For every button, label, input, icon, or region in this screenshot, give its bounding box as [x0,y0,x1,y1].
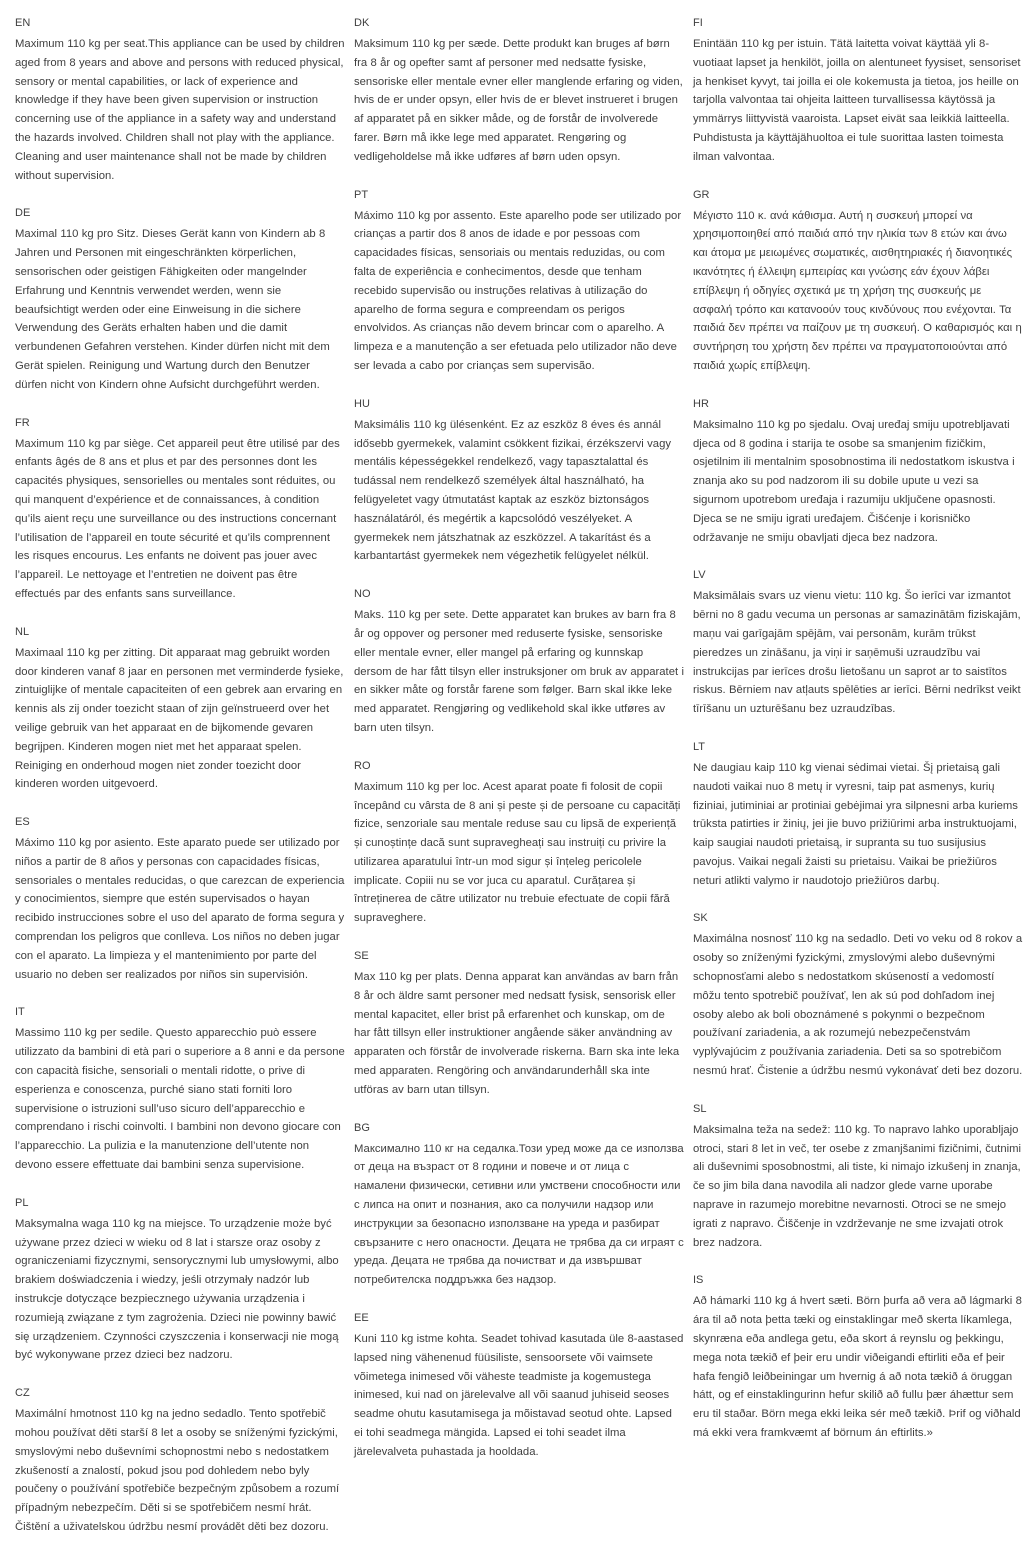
lang-section-gr [693,186,1023,376]
lang-text-dk: Maksimum 110 kg per sæde. Dette produkt kan bruges af børn fra 8 år og opefter samt af personer med nedsatte fysiske, sensoriske eller mentale evner eller manglende erfaring og viden, hvis de er under opsyn, eller hvis de er blevet instrueret i brugen af apparatet på en sikker måde, og de forstår de involverede farer. Børn må ikke lege med apparatet. Rengøring og vedligeholdelse må ikke udføres af børn uden opsyn. [354,38,683,163]
column-3 [693,14,1023,1556]
lang-text-lv: Maksimālais svars uz vienu vietu: 110 kg. Šo ierīci var izmantot bērni no 8 gadu vecuma un personas ar samazinātām fiziskajām, maņu vai garīgajām spējām, vai personām, kurām trūkst pieredzes un zināšanu, ja viņi ir saņēmuši uzraudzību vai instrukcijas par ierīces drošu lietošanu un saprot ar to saistītos riskus. Bērniem nav atļauts spēlēties ar ierīci. Bērni nedrīkst veikt tīrīšanu un uzturēšanu bez uzraudzības. [693,590,1021,716]
lang-section-ee [354,1309,684,1462]
lang-code-cz: CZ [15,1387,30,1400]
lang-section-bg [354,1119,684,1290]
lang-section-is [693,1271,1023,1442]
lang-text-de: Maximal 110 kg pro Sitz. Dieses Gerät kann von Kindern ab 8 Jahren und Personen mit eingeschränkten körperlichen, sensorischen oder geistigen Fähigkeiten oder mangelnder Erfahrung und Kenntnis verwendet werden, wenn sie beaufsichtigt werden oder eine Einweisung in die sichere Verwendung des Geräts erhalten haben und die damit verbundenen Gefahren verstehen. Kinder dürfen nicht mit dem Gerät spielen. Reinigung und Wartung durch den Benutzer dürfen nicht von Kindern ohne Aufsicht durchgeführt werden. [15,228,330,391]
lang-code-fr: FR [15,416,30,429]
lang-text-fr: Maximum 110 kg par siège. Cet appareil peut être utilisé par des enfants âgés de 8 ans et plus et par des personnes dont les capacités physiques, sensorielles ou mentales sont réduites, ou qui manquent d’expérience et de connaissances, à condition qu’ils aient reçu une surveillance ou des instructions concernant l’utilisation de l’appareil en toute sécurité et qu’ils comprennent les risques encourus. Les enfants ne doivent pas jouer avec l’appareil. Le nettoyage et l’entretien ne doivent pas être effectués par des enfants sans surveillance. [15,437,340,600]
lang-code-sl: SL [693,1102,707,1115]
lang-text-it: Massimo 110 kg per sedile. Questo apparecchio può essere utilizzato da bambini di età pari o superiore a 8 anni e da persone con capacità fisiche, sensoriali o mentali ridotte, o prive di esperienza e conoscenza, purché siano stati forniti loro supervisione o istruzioni sull’uso sicuro dell’apparecchio e comprendano i rischi coinvolti. I bambini non devono giocare con l’apparecchio. La pulizia e la manutenzione dell’utente non devono essere effettuate dai bambini senza supervisione. [15,1027,345,1172]
lang-code-dk: DK [354,17,370,29]
lang-code-es: ES [15,816,30,829]
lang-code-gr: GR [693,188,710,201]
lang-section-sk [693,909,1023,1080]
lang-section-hu [354,395,684,566]
lang-section-pt [354,186,684,376]
lang-text-cz: Maximální hmotnost 110 kg na jedno sedadlo. Tento spotřebič mohou používat děti starší 8 let a osoby se sníženými fyzickými, smyslovými nebo duševními schopnostmi nebo s nedostatkem zkušeností a znalostí, pokud jsou pod dohledem nebo byly poučeny o používání spotřebiče bezpečným způsobem a rozumí případným nebezpečím. Děti si se spotřebičem nesmí hrát. Čištění a uživatelskou údržbu nesmí provádět děti bez dozoru. [15,1408,340,1533]
lang-text-gr: Μέγιστο 110 κ. ανά κάθισμα. Αυτή η συσκευή μπορεί να χρησιμοποιηθεί από παιδιά από την ηλικία των 8 ετών και άνω και άτομα με μειωμένες σωματικές, αισθητηριακές ή διανοητικές ικανότητες ή έλλειψη εμπειρίας και γνώσης εάν έχουν λάβει επίβλεψη ή οδηγίες σχετικά με τη χρήση της συσκευής με ασφαλή τρόπο και κατανοούν τους κινδύνους που ενέχονται. Τα παιδιά δεν πρέπει να παίζουν με τη συσκευή. Ο καθαρισμός και η συντήρηση του χρήστη δεν πρέπει να πραγματοποιούνται από παιδιά χωρίς επίβλεψη. [693,209,1022,372]
lang-section-de [15,204,345,394]
lang-section-it [15,1003,345,1174]
lang-section-cz [15,1384,345,1537]
lang-text-sk: Maximálna nosnosť 110 kg na sedadlo. Deti vo veku od 8 rokov a osoby so zníženými fyzickými, zmyslovými alebo duševnými schopnosťami alebo s nedostatkom skúseností a vedomostí môžu tento spotrebič používať, len ak sú pod dohľadom inej osoby alebo ak boli oboznámené s pokynmi o bezpečnom používaní zariadenia, a ak rozumejú nebezpečenstvám vyplývajúcim z používania zariadenia. Deti sa so spotrebičom nesmú hrať. Čistenie a údržbu nesmú vykonávať deti bez dozoru. [693,933,1023,1078]
lang-section-sl [693,1100,1023,1253]
lang-code-pt: PT [354,188,369,201]
lang-code-it: IT [15,1006,25,1019]
lang-code-is: IS [693,1274,704,1287]
lang-text-pl: Maksymalna waga 110 kg na miejsce. To urządzenie może być używane przez dzieci w wieku od 8 lat i starsze oraz osoby z ograniczeniami fizycznymi, sensorycznymi lub umysłowymi, albo brakiem doświadczenia i wiedzy, jeśli otrzymały nadzór lub instrukcje dotyczące bezpiecznego używania urządzenia i rozumieją związane z tym zagrożenia. Dzieci nie powinny bawić się urządzeniem. Czynności czyszczenia i konserwacji nie mogą być wykonywane przez dzieci bez nadzoru. [15,1217,339,1362]
lang-section-nl [15,623,345,794]
lang-code-sk: SK [693,912,708,925]
lang-text-fi: Enintään 110 kg per istuin. Tätä laitetta voivat käyttää yli 8-vuotiaat lapset ja henkilöt, joilla on alentuneet fyysiset, sensoriset ja henkiset kyvyt, tai joilla ei ole kokemusta ja tietoa, jos heille on tarjolla valvontaa tai ohjeita laitteen turvallisessa käytössä ja ymmärrys liittyvistä vaaroista. Lapset eivät saa leikkiä laitteella. Puhdistusta ja käyttäjähuoltoa ei tule suorittaa lasten toimesta ilman valvontaa. [693,38,1021,163]
lang-code-hr: HR [693,397,709,410]
lang-text-hr: Maksimalno 110 kg po sjedalu. Ovaj uređaj smiju upotrebljavati djeca od 8 godina i starija te osobe sa smanjenim fizičkim, osjetilnim ili mentalnim sposobnostima ili nedostatkom iskustva i znanja ako su pod nadzorom ili su dobile upute u vezi sa sigurnom upotrebom uređaja i razumiju uključene opasnosti. Djeca se ne smiju igrati uređajem. Čišćenje i korisničko održavanje ne smiju obavljati djeca bez nadzora. [693,418,1015,544]
lang-text-is: Að hámarki 110 kg á hvert sæti. Börn þurfa að vera að lágmarki 8 ára til að nota þetta tæki og einstaklingar með skerta líkamlega, skynræna eða andlega getu, eða skort á reynslu og þekkingu, mega nota tækið ef þeir eru undir viðeigandi eftirliti eða ef þeir hafa fengið leiðbeiningar um hvernig á að nota tækið á öruggan hátt, og ef einstaklingurinn hefur skilið að fullu þær áhættur sem eru til staðar. Börn mega ekki leika sér með tækið. Þrif og viðhald má ekki vera framkvæmt af börnum án eftirlits.» [693,1295,1022,1440]
lang-code-pl: PL [15,1196,29,1209]
lang-text-sl: Maksimalna teža na sedež: 110 kg. To napravo lahko uporabljajo otroci, stari 8 let in več, ter osebe z zmanjšanimi fizičnimi, čutnimi ali duševnimi sposobnostmi, ali tiste, ki nimajo izkušenj in znanja, če so jim bila dana navodila ali nadzor glede varne uporabe naprave in razumejo morebitne nevarnosti. Otroci se ne smejo igrati z napravo. Čiščenje in vzdrževanje ne sme izvajati otrok brez nadzora. [693,1123,1022,1249]
lang-code-no: NO [354,588,371,601]
lang-section-ro [354,757,684,928]
column-2 [354,14,684,1556]
lang-code-nl: NL [15,625,30,638]
lang-section-se [354,947,684,1100]
lang-section-hr [693,395,1023,548]
lang-section-lv [693,566,1023,719]
lang-code-ee: EE [354,1312,369,1325]
lang-code-en: EN [15,17,31,29]
lang-text-es: Máximo 110 kg por asiento. Este aparato puede ser utilizado por niños a partir de 8 años y personas con capacidades físicas, sensoriales o mentales reducidas, o que carezcan de experiencia y conocimientos, siempre que estén supervisados o hayan recibido instrucciones sobre el uso del aparato de forma segura y comprendan los peligros que conlleva. Los niños no deben jugar con el aparato. La limpieza y el mantenimiento por parte del usuario no deben ser realizados por niños sin supervisión. [15,837,345,981]
lang-code-bg: BG [354,1121,370,1134]
lang-section-fi [693,14,1023,167]
lang-code-fi: FI [693,17,703,29]
lang-text-hu: Maksimális 110 kg ülésenként. Ez az eszköz 8 éves és annál idősebb gyermekek, valamint csökkent fizikai, érzékszervi vagy mentális képességekkel rendelkező, vagy tapasztalattal és tudással nem rendelkező személyek által használható, ha felügyeletet vagy útmutatást kaptak az eszköz biztonságos használatáról, és megértik a kapcsolódó veszélyeket. A gyermekek nem játszhatnak az eszközzel. A takarítást és a karbantartást gyermekek nem végezhetik felügyelet nélkül. [354,418,672,563]
lang-text-no: Maks. 110 kg per sete. Dette apparatet kan brukes av barn fra 8 år og oppover og personer med reduserte fysiske, sensoriske eller mentale evner, eller mangel på erfaring og kunnskap dersom de har fått tilsyn eller instruksjoner om bruk av apparatet i en sikker måte og forstår farene som følger. Barn skal ikke leke med apparatet. Rengjøring og vedlikehold skal ikke utføres av barn uten tilsyn. [354,609,684,734]
lang-section-lt [693,738,1023,891]
lang-section-pl [15,1194,345,1365]
lang-section-dk [354,14,684,167]
lang-code-hu: HU [354,397,370,410]
lang-section-en [15,14,345,185]
lang-code-lt: LT [693,740,706,753]
lang-code-lv: LV [693,569,706,582]
column-1 [15,14,345,1556]
lang-section-fr [15,414,345,604]
lang-text-bg: Максимално 110 кг на седалка.Този уред може да се използва от деца на възраст от 8 години и повече и от лица с намалени физически, сетивни или умствени способности или с липса на опит и познания, ако са получили надзор или инструкции за безопасно използване на уреда и разбират свързаните с него опасности. Децата не трябва да си играят с уреда. Децата не трябва да почистват и да извършват потребителска поддръжка без надзор. [354,1142,684,1287]
lang-text-en: Maximum 110 kg per seat.This appliance can be used by children aged from 8 years and above and persons with reduced physical, sensory or mental capabilities, or lack of experience and knowledge if they have been given supervision or instruction concerning use of the appliance in a safety way and understand the hazards involved. Children shall not play with the appliance. Cleaning and user maintenance shall not be made by children without supervision. [15,38,345,182]
lang-text-nl: Maximaal 110 kg per zitting. Dit apparaat mag gebruikt worden door kinderen vanaf 8 jaar en personen met verminderde fysieke, zintuiglijke of mentale capaciteiten of een gebrek aan ervaring en kennis als zij onder toezicht staan of zijn geïnstrueerd over het veilige gebruik van het apparaat en de bijkomende gevaren begrijpen. Kinderen mogen niet met het apparaat spelen. Reiniging en onderhoud mogen niet zonder toezicht door kinderen worden uitgevoerd. [15,646,344,791]
lang-code-de: DE [15,207,31,220]
lang-section-no [354,585,684,738]
lang-text-se: Max 110 kg per plats. Denna apparat kan användas av barn från 8 år och äldre samt personer med nedsatt fysisk, sensorisk eller mental kapacitet, eller brist på erfarenhet och kunskap, om de har fått tillsyn eller instruktioner angående säker användning av apparaten och förstår de involverade riskerna. Barn ska inte leka med apparaten. Rengöring och användarunderhåll ska inte utföras av barn utan tillsyn. [354,971,680,1096]
lang-text-pt: Máximo 110 kg por assento. Este aparelho pode ser utilizado por crianças a partir dos 8 anos de idade e por pessoas com capacidades físicas, sensoriais ou mentais reduzidas, ou com falta de experiência e conhecimentos, desde que tenham recebido supervisão ou instruções relativas à utilização do aparelho de forma segura e compreendam os perigos envolvidos. As crianças não devem brincar com o aparelho. A limpeza e a manutenção a ser efetuada pelo utilizador não deve ser levada a cabo por crianças sem supervisão. [354,209,682,372]
lang-text-ee: Kuni 110 kg istme kohta. Seadet tohivad kasutada üle 8-aastased lapsed ning vähenenud füüsiliste, sensoorsete või vaimsete võimetega inimesed või väheste teadmiste ja kogemustega inimesed, kui nad on järelevalve all või saanud juhiseid seoses seadme ohutu kasutamisega ja mõistavad seotud ohte. Lapsed ei tohi seadmega mängida. Lapsed ei tohi seadet ilma järelevalveta puhastada ja hooldada. [354,1333,684,1458]
lang-section-es [15,813,345,984]
lang-text-lt: Ne daugiau kaip 110 kg vienai sėdimai vietai. Šį prietaisą gali naudoti vaikai nuo 8 metų ir vyresni, taip pat asmenys, kurių fiziniai, jutiminiai ar protiniai gebėjimai yra silpnesni arba kuriems trūksta patirties ir žinių, jei jie buvo prižiūrimi arba instruktuojami, kaip saugiai naudoti prietaisą, ir supranta su tuo susijusius pavojus. Vaikai negali žaisti su prietaisu. Vaikai be priežiūros neturi atlikti valymo ir naudotojo priežiūros darbų. [693,761,1018,887]
lang-code-ro: RO [354,759,371,772]
lang-text-ro: Maximum 110 kg per loc. Acest aparat poate fi folosit de copii începând cu vârsta de 8 ani și peste și de persoane cu capacități fizice, senzoriale sau mentale reduse sau cu lipsă de experiență și cunoștințe dacă sunt supravegheați sau instruiți cu privire la utilizarea aparatului într-un mod sigur și înțeleg pericolele implicate. Copiii nu se vor juca cu aparatul. Curățarea și întreținerea de către utilizator nu trebuie efectuate de copii fără supraveghere. [354,780,681,925]
lang-code-se: SE [354,950,369,963]
